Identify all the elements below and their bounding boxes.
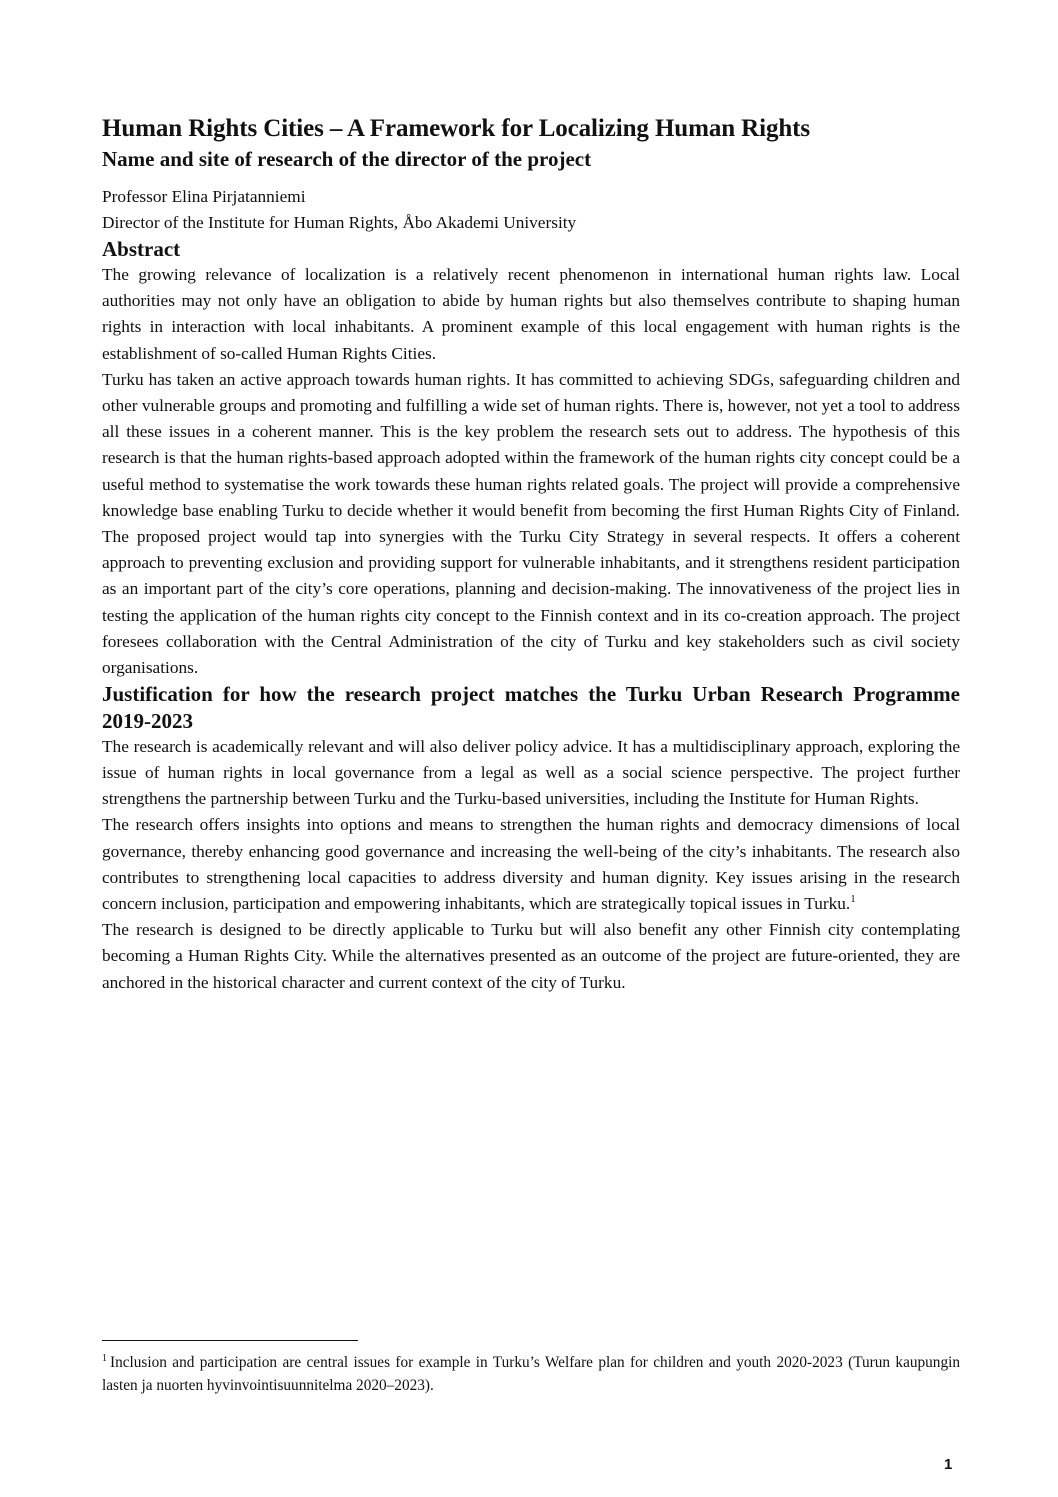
director-heading: Name and site of research of the director of the project — [102, 146, 592, 171]
justification-paragraph: The research is academically relevant and will also deliver policy advice. It has a multidisciplinary approach, exploring the issue of human rights in local governance from a legal as well as a social science perspective. The project further strengthens the partnership between Turku and the Turku-based universities, including the Institute for Human Rights. — [102, 736, 960, 809]
abstract-heading: Abstract — [102, 236, 181, 261]
justification-paragraph: The research is designed to be directly applicable to Turku but will also benefit any other Finnish city contemplating becoming a Human Rights City. While the alternatives presented as an outcome of the project are future-oriented, they are anchored in the historical character and current context of the city of Turku. — [102, 920, 960, 992]
footnote-reference[interactable]: 1 — [850, 892, 856, 905]
footnote-separator — [102, 1340, 358, 1341]
page-content — [102, 113, 960, 996]
abstract-paragraph: Turku has taken an active approach towards human rights. It has committed to achieving SDGs, safeguarding children and other vulnerable groups and promoting and fulfilling a wide set of human rights. There is, however, not yet a tool to address all these issues in a coherent manner. This is the key problem the research sets out to address. The hypothesis of this research is that the human rights-based approach adopted within the framework of the human rights city concept could be a useful method to systematise the work towards these human rights related goals. The project will provide a comprehensive knowledge base enabling Turku to decide whether it would benefit from becoming the first Human Rights City of Finland. The proposed project would tap into synergies with the Turku City Strategy in several respects. It offers a coherent approach to preventing exclusion and providing support for vulnerable inhabitants, and it strengthens resident participation as an important part of the city’s core operations, planning and decision-making. The innovativeness of the project lies in testing the application of the human rights city concept to the Finnish context and in its co-creation approach. The project foresees collaboration with the Central Administration of the city of Turku and key stakeholders such as civil society organisations. — [102, 369, 960, 678]
page-number: 1 — [944, 1456, 953, 1473]
director-affiliation: Director of the Institute for Human Rights, Åbo Akademi University — [102, 212, 577, 232]
footnote-marker: 1 — [102, 1353, 107, 1364]
document-title: Human Rights Cities – A Framework for Localizing Human Rights — [102, 115, 811, 142]
footnote — [102, 1351, 960, 1397]
footnote-text: Inclusion and participation are central issues for example in Turku’s Welfare plan for children and youth 2020-2023 (Turun kaupungin lasten ja nuorten hyvinvointisuunnitelma 2020–2023). — [102, 1354, 960, 1394]
director-info — [102, 184, 960, 236]
abstract-paragraph: The growing relevance of localization is a relatively recent phenomenon in international human rights law. Local authorities may not only have an obligation to abide by human rights but also themselves contribute to shaping human rights in interaction with local inhabitants. A prominent example of this local engagement with human rights is the establishment of so-called Human Rights Cities. — [102, 265, 960, 363]
justification-heading: Justification for how the research project matches the Turku Urban Research Programme 2019-2023 — [102, 682, 960, 733]
justification-paragraph — [102, 812, 960, 917]
justification-paragraph-text: The research offers insights into options and means to strengthen the human rights and democracy dimensions of local governance, thereby enhancing good governance and increasing the well-being of the city’s inhabitants. The research also contributes to strengthening local capacities to address diversity and human dignity. Key issues arising in the research concern inclusion, participation and empowering inhabitants, which are strategically topical issues in Turku. — [102, 815, 960, 913]
director-name: Professor Elina Pirjatanniemi — [102, 186, 306, 206]
